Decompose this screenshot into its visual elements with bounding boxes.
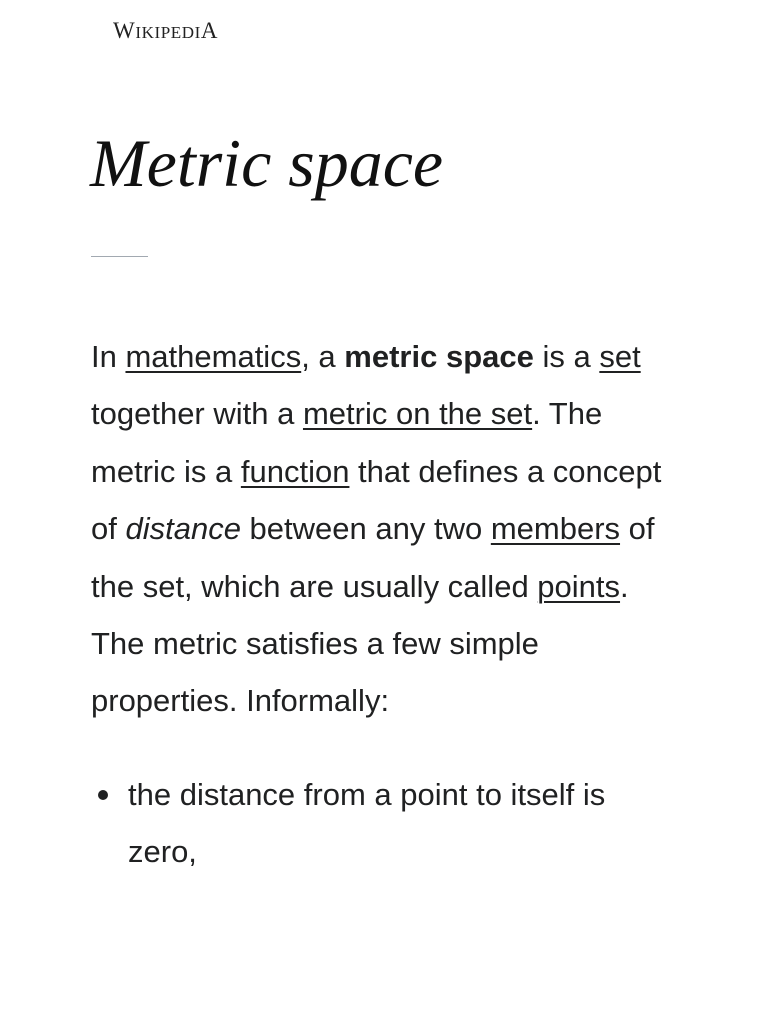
- intro-text: . The metric satisfies a few simple properties. Informally:: [91, 568, 629, 719]
- link-members[interactable]: members: [490, 511, 621, 547]
- intro-text: , a: [301, 339, 345, 374]
- link-function[interactable]: function: [240, 453, 350, 489]
- link-mathematics[interactable]: mathematics: [125, 339, 302, 374]
- intro-text: between any two: [240, 511, 491, 547]
- intro-text: is a: [533, 339, 600, 374]
- intro-text: In: [91, 339, 126, 374]
- intro-text: together with a: [91, 396, 303, 432]
- list-item-text: the distance from a point to itself is zero,: [128, 776, 606, 870]
- link-set[interactable]: set: [599, 339, 641, 374]
- wikipedia-wordmark[interactable]: WIKIPEDIA: [113, 18, 219, 43]
- link-metric-on-the-set[interactable]: metric on the set: [302, 396, 533, 432]
- article-content: [91, 328, 681, 881]
- intro-text: that defines a concept of: [91, 453, 662, 547]
- bullet-icon: [98, 790, 108, 800]
- list-item: [91, 766, 681, 881]
- intro-text: of the set, which are usually called: [91, 511, 655, 604]
- intro-text: . The metric is a: [91, 396, 603, 489]
- italic-term-distance: distance: [125, 511, 241, 547]
- properties-list: [91, 766, 681, 881]
- bold-term-metric-space: metric space: [344, 339, 534, 374]
- page-title: Metric space: [90, 125, 444, 201]
- intro-paragraph: [91, 328, 681, 730]
- link-points[interactable]: points: [537, 568, 621, 604]
- title-divider: [91, 256, 148, 257]
